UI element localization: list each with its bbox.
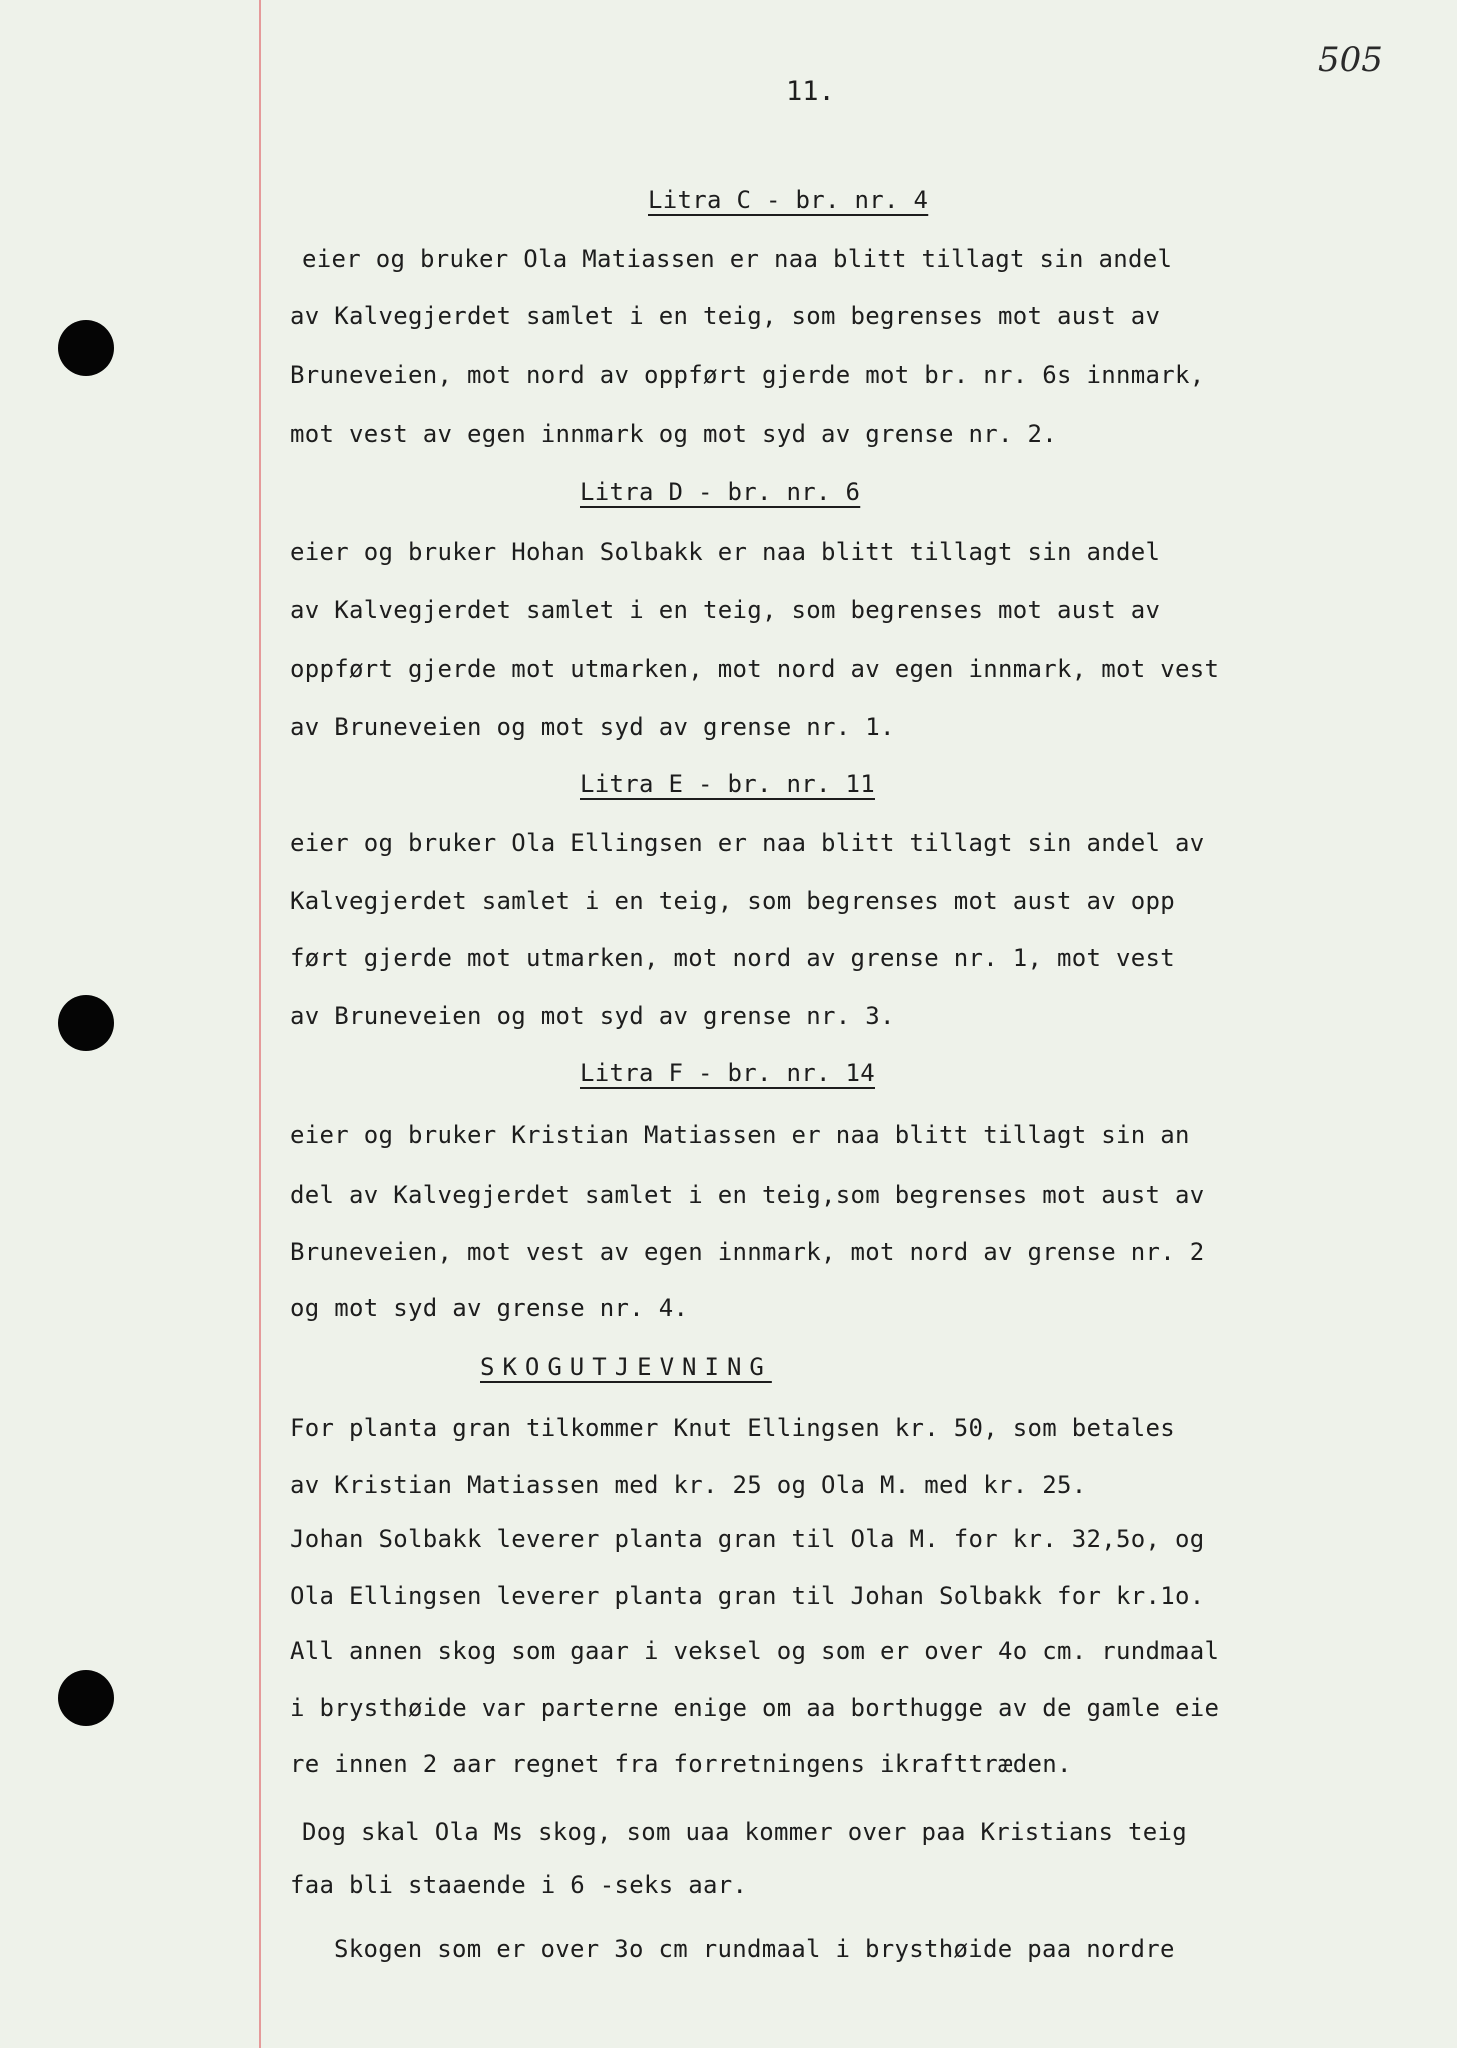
text-line: del av Kalvegjerdet samlet i en teig,som begrenses mot aust av bbox=[290, 1181, 1205, 1209]
text-line: eier og bruker Kristian Matiassen er naa blitt tillagt sin an bbox=[290, 1121, 1190, 1149]
text-line: eier og bruker Hohan Solbakk er naa blitt tillagt sin andel bbox=[290, 538, 1161, 566]
text-line: Ola Ellingsen leverer planta gran til Johan Solbakk for kr.1o. bbox=[290, 1582, 1205, 1610]
text-line: av Bruneveien og mot syd av grense nr. 1. bbox=[290, 713, 895, 741]
text-line: faa bli staaende i 6 -seks aar. bbox=[290, 1871, 748, 1899]
page-number: 11. bbox=[786, 76, 835, 107]
text-line: Johan Solbakk leverer planta gran til Ola M. for kr. 32,5o, og bbox=[290, 1525, 1205, 1553]
text-line: Bruneveien, mot nord av oppført gjerde mot br. nr. 6s innmark, bbox=[290, 361, 1205, 389]
section-heading: Litra C - br. nr. 4 bbox=[648, 186, 929, 214]
section-heading: SKOGUTJEVNING bbox=[480, 1353, 772, 1381]
section-heading: Litra D - br. nr. 6 bbox=[580, 478, 861, 506]
section-heading: Litra F - br. nr. 14 bbox=[580, 1059, 875, 1087]
text-line: av Bruneveien og mot syd av grense nr. 3. bbox=[290, 1002, 895, 1030]
text-line: av Kalvegjerdet samlet i en teig, som begrenses mot aust av bbox=[290, 302, 1161, 330]
text-line: av Kalvegjerdet samlet i en teig, som begrenses mot aust av bbox=[290, 596, 1161, 624]
section-heading: Litra E - br. nr. 11 bbox=[580, 770, 875, 798]
text-line: eier og bruker Ola Ellingsen er naa blitt tillagt sin andel av bbox=[290, 829, 1205, 857]
text-line: oppført gjerde mot utmarken, mot nord av egen innmark, mot vest bbox=[290, 655, 1220, 683]
text-line: Dog skal Ola Ms skog, som uaa kommer over paa Kristians teig bbox=[302, 1818, 1187, 1846]
text-line: For planta gran tilkommer Knut Ellingsen kr. 50, som betales bbox=[290, 1414, 1175, 1442]
text-line: Skogen som er over 3o cm rundmaal i brysthøide paa nordre bbox=[334, 1935, 1175, 1963]
punch-hole bbox=[58, 1670, 114, 1726]
text-line: re innen 2 aar regnet fra forretningens ikrafttræden. bbox=[290, 1750, 1072, 1778]
text-line: eier og bruker Ola Matiassen er naa blitt tillagt sin andel bbox=[302, 245, 1173, 273]
text-line: All annen skog som gaar i veksel og som er over 4o cm. rundmaal bbox=[290, 1637, 1220, 1665]
text-line: ført gjerde mot utmarken, mot nord av grense nr. 1, mot vest bbox=[290, 944, 1175, 972]
folio-number: 505 bbox=[1318, 40, 1383, 80]
margin-rule bbox=[259, 0, 261, 2048]
text-line: mot vest av egen innmark og mot syd av grense nr. 2. bbox=[290, 420, 1057, 448]
text-line: i brysthøide var parterne enige om aa borthugge av de gamle eie bbox=[290, 1694, 1220, 1722]
text-line: av Kristian Matiassen med kr. 25 og Ola M. med kr. 25. bbox=[290, 1471, 1087, 1499]
text-line: Bruneveien, mot vest av egen innmark, mot nord av grense nr. 2 bbox=[290, 1238, 1205, 1266]
punch-hole bbox=[58, 320, 114, 376]
punch-hole bbox=[58, 995, 114, 1051]
text-line: og mot syd av grense nr. 4. bbox=[290, 1294, 689, 1322]
text-line: Kalvegjerdet samlet i en teig, som begrenses mot aust av opp bbox=[290, 887, 1175, 915]
